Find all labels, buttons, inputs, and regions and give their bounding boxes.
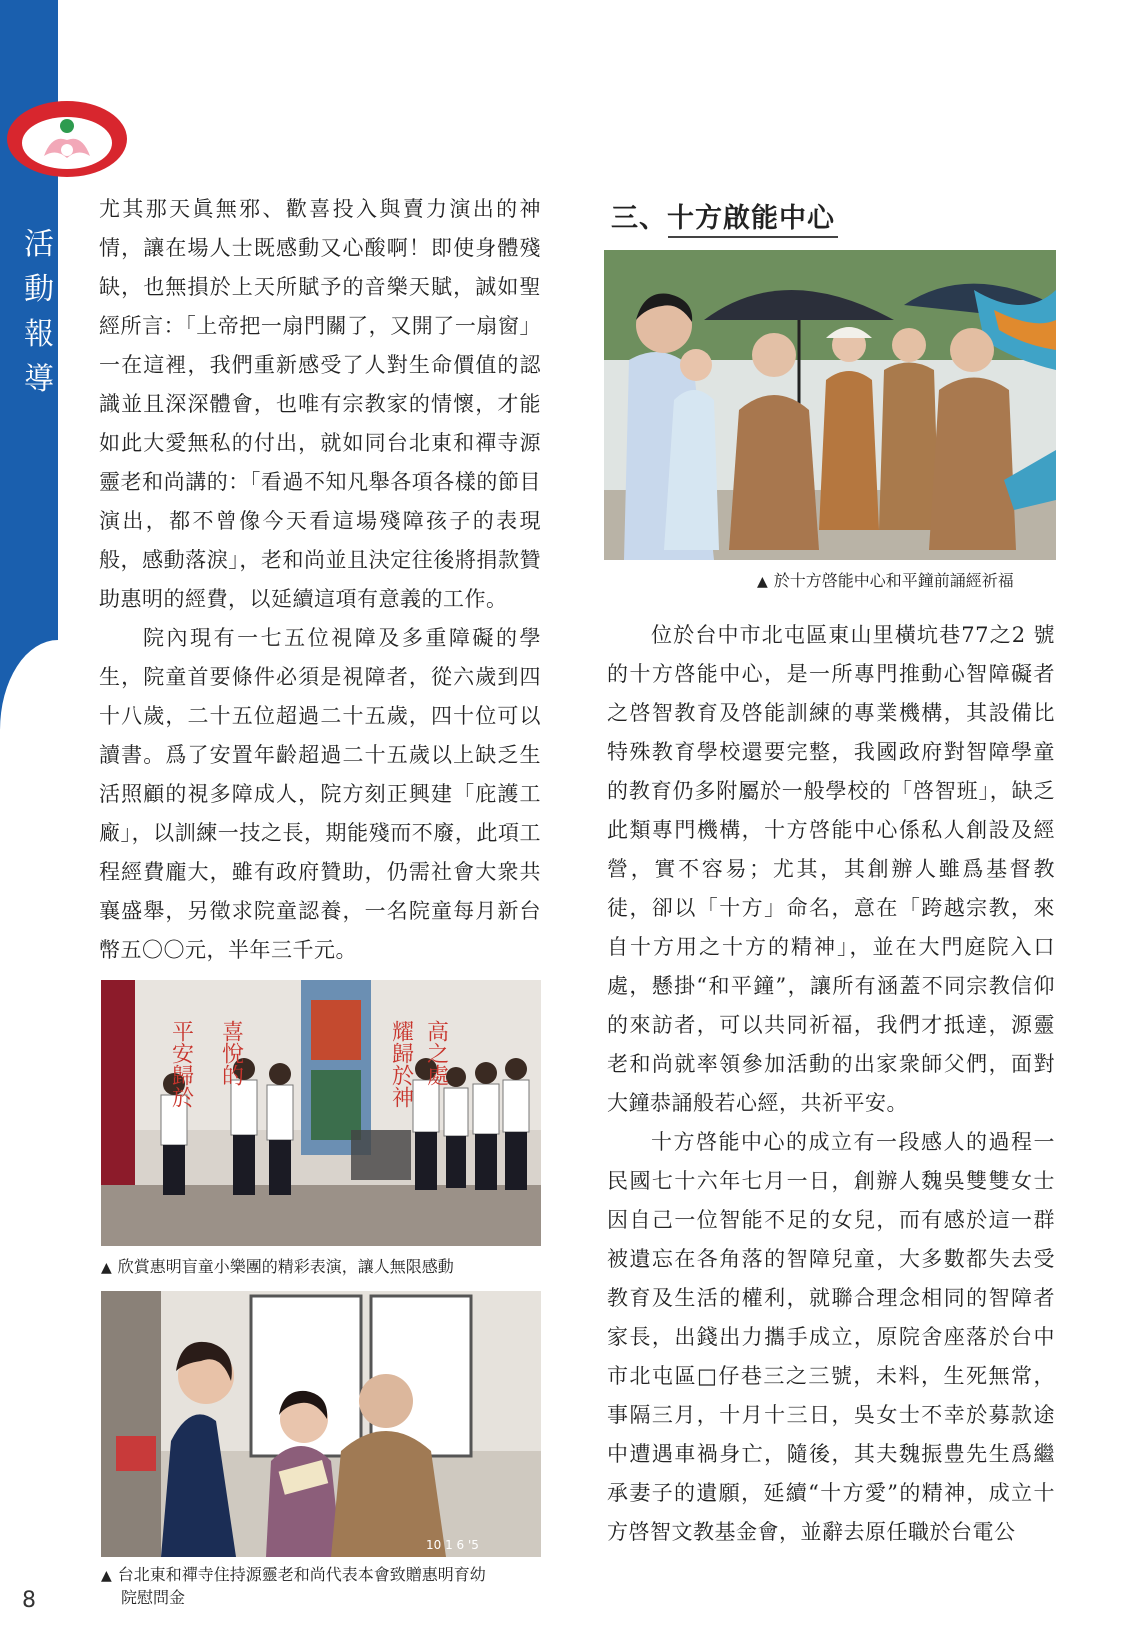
section-label <box>22 222 56 402</box>
caption-text-line-2: 院慰問金 <box>121 1588 186 1607</box>
monks-scene <box>604 250 1056 560</box>
left-column <box>99 190 541 970</box>
triangle-icon: ▲ <box>101 1260 112 1276</box>
heading-underline <box>668 236 838 238</box>
triangle-icon: ▲ <box>101 1568 112 1584</box>
page-number: 8 <box>22 1588 36 1613</box>
right-column <box>607 616 1055 1552</box>
monks-photo-caption <box>757 570 1057 593</box>
choir-photo <box>101 980 541 1246</box>
caption-text: 欣賞惠明盲童小樂團的精彩表演，讓人無限感動 <box>117 1257 454 1276</box>
banner-text-2: 喜悅的 <box>218 1020 244 1086</box>
sidebar-curve <box>0 640 58 1627</box>
left-paragraph-1: 尤其那天眞無邪、歡喜投入與賣力演出的神情，讓在場人士既感動又心酸啊！即使身體殘缺，也無損於上天所賦予的音樂天賦，誠如聖經所言：「上帝把一扇門關了，又開了一扇窗」一在這裡，我們重新感受了人對生命價值的認識並且深深體會，也唯有宗教家的情懷，才能如此大愛無私的付出，就如同台北東和禪寺源靈老和尚講的：「看過不知凡舉各項各樣的節目演出，都不曾像今天看這場殘障孩子的表現般，感動落淚」，老和尚並且決定往後將捐款贊助惠明的經費，以延續這項有意義的工作。 <box>99 197 541 611</box>
banner-text-3: 高之處 <box>423 1020 449 1086</box>
donation-photo <box>101 1291 541 1557</box>
section-char: 動 <box>24 272 54 307</box>
triangle-icon: ▲ <box>757 574 768 590</box>
right-paragraph-1: 位於台中市北屯區東山里橫坑巷77之2 號的十方啓能中心，是一所專門推動心智障礙者之啓智教育及啓能訓練的專業機構，其設備比特殊教育學校還要完整，我國政府對智障學童的教育仍多附屬於一般學校的「啓智班」，缺乏此類專門機構，十方啓能中心係私人創設及經營，實不容易；尤其，其創辦人雖爲基督教徒，卻以「十方」命名，意在「跨越宗教，來自十方用之十方的精神」，並在大門庭院入口處，懸掛“和平鐘”，讓所有涵蓋不同宗教信仰的來訪者，可以共同祈福，我們才抵達，源靈老和尚就率領參加活動的出家衆師父們，面對大鐘恭誦般若心經，共祈平安。 <box>607 623 1055 1115</box>
choir-photo-caption <box>101 1256 541 1279</box>
donation-photo-caption <box>101 1564 551 1609</box>
donation-scene <box>101 1291 541 1557</box>
caption-text: 於十方啓能中心和平鐘前誦經祈福 <box>773 571 1014 590</box>
choir-scene <box>101 980 541 1246</box>
heading-prefix: 三、 <box>611 203 667 234</box>
section-char: 活 <box>24 227 54 262</box>
left-paragraph-2: 院內現有一七五位視障及多重障礙的學生，院童首要條件必須是視障者，從六歲到四十八歲，二十五位超過二十五歲，四十位可以讀書。爲了安置年齡超過二十五歲以上缺乏生活照顧的視多障成人，院方刻正興建「庇護工廠」，以訓練一技之長，期能殘而不廢，此項工程經費龐大，雖有政府贊助，仍需社會大衆共襄盛舉，另徵求院童認養，一名院童每月新台幣五〇〇元，半年三千元。 <box>99 626 541 962</box>
heading-title: 十方啟能中心 <box>667 203 835 234</box>
foundation-logo <box>4 98 130 180</box>
banner-text-1: 平安歸於 <box>168 1020 194 1108</box>
section-heading <box>611 196 835 235</box>
photo-timestamp: 10 1 6 '5 <box>426 1538 479 1552</box>
banner-text-4: 耀歸於神 <box>388 1020 414 1108</box>
right-paragraph-2: 十方啓能中心的成立有一段感人的過程一民國七十六年七月一日，創辦人魏吳雙雙女士因自己一位智能不足的女兒，而有感於這一群被遺忘在各角落的智障兒童，大多數都失去受教育及生活的權利，就聯合理念相同的智障者家長，出錢出力攜手成立，原院舍座落於台中市北屯區□仔巷三之三號，未料，生死無常，事隔三月，十月十三日，吳女士不幸於募款途中遭遇車禍身亡，隨後，其夫魏振豊先生爲繼承妻子的遺願，延續“十方愛”的精神，成立十方啓智文教基金會，並辭去原任職於台電公 <box>607 1130 1055 1544</box>
section-char: 報 <box>24 317 54 352</box>
monks-photo <box>604 250 1056 560</box>
section-char: 導 <box>24 362 54 397</box>
caption-text-line-1: 台北東和禪寺住持源靈老和尚代表本會致贈惠明育幼 <box>117 1565 486 1584</box>
